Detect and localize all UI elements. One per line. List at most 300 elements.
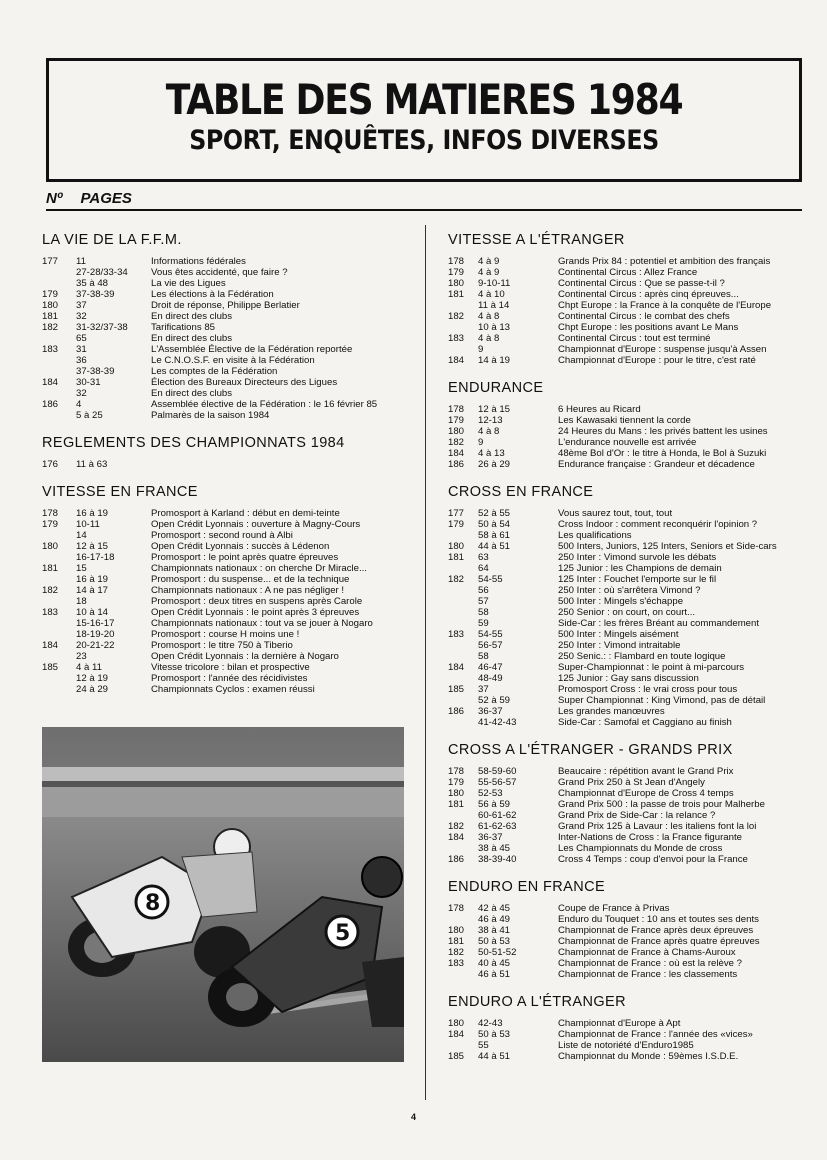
section-heading: REGLEMENTS DES CHAMPIONNATS 1984 (42, 435, 345, 451)
issue-number: 179 (448, 777, 465, 788)
page-range: 55 (478, 1040, 489, 1051)
article-title (151, 459, 412, 470)
issue-number: 178 (448, 256, 465, 267)
article-title: 48ème Bol d'Or : le titre à Honda, le Bol à Suzuki (558, 448, 767, 459)
issue-number: 186 (448, 706, 465, 717)
article-title: Droit de réponse, Philippe Berlatier (151, 300, 300, 311)
section (448, 380, 813, 470)
page-range: 56 à 59 (478, 799, 511, 810)
page-range: 44 à 51 (478, 541, 511, 552)
bike-number-8: 8 (145, 891, 161, 916)
issue-number: 180 (448, 788, 465, 799)
issue-number: 184 (448, 832, 465, 843)
article-title: Promosport Cross : le vrai cross pour tous (558, 684, 738, 695)
toc-entry (42, 366, 412, 377)
article-title: Side-Car : Samofal et Caggiano au finish (558, 717, 732, 728)
article-title: Super Championnat : King Vimond, pas de détail (558, 695, 766, 706)
issue-number: 183 (42, 607, 59, 618)
article-title: Grand Prix 125 à Lavaur : les italiens font la loi (558, 821, 757, 832)
issue-number (42, 333, 76, 344)
toc-entry (42, 333, 412, 344)
issue-number: 182 (42, 585, 59, 596)
article-title: Championnat de France après quatre épreuves (558, 936, 760, 947)
toc-entry (42, 355, 412, 366)
toc-entry (42, 607, 412, 618)
page-range: 4 à 11 (76, 662, 102, 673)
page-range: 36-37 (478, 832, 503, 843)
header-rule (46, 209, 802, 211)
issue-number (448, 585, 478, 596)
issue-number: 178 (42, 508, 59, 519)
toc-entry (42, 278, 412, 289)
toc-entry (42, 267, 412, 278)
issue-number: 183 (448, 333, 465, 344)
article-title: Chpt Europe : les positions avant Le Mans (558, 322, 739, 333)
page-range: 31-32/37-38 (76, 322, 128, 333)
issue-number (448, 300, 478, 311)
issue-number: 181 (448, 936, 465, 947)
article-title: En direct des clubs (151, 311, 233, 322)
issue-number: 180 (448, 925, 465, 936)
article-title: Championnats Cyclos : examen réussi (151, 684, 315, 695)
issue-number (42, 552, 76, 563)
toc-entry (448, 530, 813, 541)
page-range: 12 à 19 (76, 673, 109, 684)
page-range: 58 à 61 (478, 530, 511, 541)
issue-number (42, 596, 76, 607)
issue-number (42, 651, 76, 662)
page-range: 59 (478, 618, 489, 629)
article-title: Side-Car : les frères Bréant au commandement (558, 618, 760, 629)
page-range: 37 (478, 684, 489, 695)
issue-number (448, 969, 478, 980)
toc-entry (448, 936, 813, 947)
toc-entry (448, 777, 813, 788)
section (448, 994, 813, 1062)
page-range: 18-19-20 (76, 629, 115, 640)
issue-number: 183 (448, 958, 465, 969)
section (42, 232, 412, 421)
toc-entry (448, 300, 813, 311)
page-range: 38 à 45 (478, 843, 511, 854)
article-title: Les grandes manœuvres (558, 706, 665, 717)
issue-number (448, 563, 478, 574)
section-heading: LA VIE DE LA F.F.M. (42, 232, 182, 248)
page-range: 41-42-43 (478, 717, 517, 728)
page-range: 56-57 (478, 640, 503, 651)
article-title: Endurance française : Grandeur et décadence (558, 459, 755, 470)
article-title: 125 Inter : Fouchet l'emporte sur le fil (558, 574, 717, 585)
article-title: Continental Circus : après cinq épreuves... (558, 289, 739, 300)
article-title: Grand Prix 500 : la passe de trois pour Malherbe (558, 799, 765, 810)
page-range: 10-11 (76, 519, 100, 530)
article-title: Championnat de France : où est la relève ? (558, 958, 742, 969)
article-title: Continental Circus : tout est terminé (558, 333, 711, 344)
issue-number (448, 530, 478, 541)
toc-entry (448, 322, 813, 333)
toc-entry (42, 651, 412, 662)
section (42, 484, 412, 695)
issue-number: 179 (448, 519, 465, 530)
issue-number: 181 (42, 563, 59, 574)
article-title: La vie des Ligues (151, 278, 226, 289)
article-title: Championnat du Monde : 59èmes I.S.D.E. (558, 1051, 739, 1062)
article-title: Open Crédit Lyonnais : le point après 3 épreuves (151, 607, 360, 618)
article-title: Championnat de France : l'année des «vices» (558, 1029, 753, 1040)
issue-number: 184 (42, 377, 59, 388)
issue-number: 181 (448, 289, 465, 300)
article-title: 24 Heures du Mans : les privés battent les usines (558, 426, 768, 437)
page-range: 37-38-39 (76, 366, 115, 377)
page-subtitle: SPORT, ENQUÊTES, INFOS DIVERSES (189, 125, 659, 156)
toc-entry (42, 519, 412, 530)
page-range: 4 à 9 (478, 267, 500, 278)
section (448, 232, 813, 366)
page-range: 42-43 (478, 1018, 503, 1029)
issue-number (42, 278, 76, 289)
issue-number (42, 629, 76, 640)
page-range: 60-61-62 (478, 810, 517, 821)
toc-entry (42, 459, 412, 470)
toc-entry (42, 662, 412, 673)
page-range: 14 à 17 (76, 585, 109, 596)
page-range: 65 (76, 333, 87, 344)
article-title: Vous êtes accidenté, que faire ? (151, 267, 288, 278)
issue-number (42, 388, 76, 399)
article-title: Grand Prix de Side-Car : la relance ? (558, 810, 716, 821)
issue-number (42, 410, 76, 421)
toc-entry (448, 607, 813, 618)
article-title: Élection des Bureaux Directeurs des Ligues (151, 377, 338, 388)
issue-number: 182 (448, 821, 465, 832)
page-range: 61-62-63 (478, 821, 517, 832)
page-range: 12-13 (478, 415, 503, 426)
column-header (46, 190, 146, 207)
section-heading: ENDURO EN FRANCE (448, 879, 606, 895)
page-range: 23 (76, 651, 87, 662)
article-title: Super-Championnat : le point à mi-parcours (558, 662, 745, 673)
toc-entry (42, 311, 412, 322)
article-title: 250 Senic.: : Flambard en toute logique (558, 651, 726, 662)
issue-number: 179 (448, 415, 465, 426)
article-title: Vous saurez tout, tout, tout (558, 508, 673, 519)
article-title: Cross 4 Temps : coup d'envoi pour la France (558, 854, 748, 865)
toc-entry (448, 1040, 813, 1051)
toc-entry (42, 541, 412, 552)
page-range: 14 à 19 (478, 355, 511, 366)
article-title: 250 Senior : on court, on court... (558, 607, 696, 618)
article-title: Open Crédit Lyonnais : la dernière à Nogaro (151, 651, 339, 662)
toc-entry (448, 344, 813, 355)
title-box (46, 58, 802, 182)
article-title: Tarifications 85 (151, 322, 215, 333)
issue-number: 182 (448, 947, 465, 958)
issue-number: 179 (42, 519, 59, 530)
page-range: 50-51-52 (478, 947, 517, 958)
page-range: 16-17-18 (76, 552, 115, 563)
page-range: 64 (478, 563, 489, 574)
article-title: En direct des clubs (151, 388, 233, 399)
toc-entry (42, 673, 412, 684)
toc-entry (448, 810, 813, 821)
article-title: 6 Heures au Ricard (558, 404, 641, 415)
toc-entry (448, 947, 813, 958)
issue-number (448, 344, 478, 355)
toc-entry (448, 404, 813, 415)
toc-entry (448, 673, 813, 684)
section-heading: CROSS A L'ÉTRANGER - GRANDS PRIX (448, 742, 733, 758)
issue-number (448, 717, 478, 728)
toc-entry (448, 925, 813, 936)
toc-entry (448, 426, 813, 437)
toc-entry (448, 333, 813, 344)
page-range: 11 à 63 (76, 459, 108, 470)
toc-entry (448, 1029, 813, 1040)
toc-entry (448, 585, 813, 596)
issue-number: 177 (42, 256, 59, 267)
issue-number: 178 (448, 404, 465, 415)
article-title: L'Assemblée Élective de la Fédération reportée (151, 344, 353, 355)
issue-number: 181 (448, 552, 465, 563)
page-range: 40 à 45 (478, 958, 511, 969)
section-heading: ENDURO A L'ÉTRANGER (448, 994, 626, 1010)
toc-entry (448, 448, 813, 459)
article-title: 250 Inter : Vimond survole les débats (558, 552, 717, 563)
issue-number: 176 (42, 459, 59, 470)
toc-entry (448, 717, 813, 728)
toc-entry (448, 903, 813, 914)
toc-entry (42, 388, 412, 399)
section (42, 435, 412, 470)
section (448, 879, 813, 980)
page-range: 58-59-60 (478, 766, 517, 777)
toc-entry (448, 256, 813, 267)
page-range: 4 à 13 (478, 448, 505, 459)
issue-number: 184 (448, 448, 465, 459)
page-range: 32 (76, 311, 87, 322)
page-range: 4 à 9 (478, 256, 500, 267)
issue-number (448, 607, 478, 618)
toc-entry (448, 1018, 813, 1029)
page-range: 50 à 54 (478, 519, 511, 530)
toc-entry (448, 958, 813, 969)
toc-entry (448, 278, 813, 289)
toc-entry (42, 300, 412, 311)
toc-entry (448, 695, 813, 706)
article-title: Promosport : second round à Albi (151, 530, 293, 541)
toc-entry (42, 684, 412, 695)
issue-number: 183 (42, 344, 59, 355)
toc-entry (448, 508, 813, 519)
column-divider (425, 225, 426, 1100)
toc-entry (42, 574, 412, 585)
issue-number (448, 810, 478, 821)
article-title: Championnat de France à Chams-Auroux (558, 947, 736, 958)
page-range: 11 (76, 256, 86, 267)
article-title: Championnats nationaux : on cherche Dr Miracle... (151, 563, 367, 574)
article-title: Championnat d'Europe à Apt (558, 1018, 681, 1029)
toc-entry (448, 437, 813, 448)
page-range: 18 (76, 596, 87, 607)
article-title: En direct des clubs (151, 333, 233, 344)
section-heading: CROSS EN FRANCE (448, 484, 594, 500)
issue-number: 178 (448, 766, 465, 777)
issue-number: 178 (448, 903, 465, 914)
toc-entry (448, 574, 813, 585)
issue-number (448, 618, 478, 629)
article-title: Palmarès de la saison 1984 (151, 410, 270, 421)
toc-entry (448, 821, 813, 832)
issue-number (448, 322, 478, 333)
issue-number: 185 (448, 684, 465, 695)
page-range: 31 (76, 344, 87, 355)
article-title: Continental Circus : Allez France (558, 267, 698, 278)
article-title: Promosport : le point après quatre épreuves (151, 552, 339, 563)
article-title: Chpt Europe : la France à la conquête de l'Europe (558, 300, 772, 311)
article-title: Le C.N.O.S.F. en visite à la Fédération (151, 355, 315, 366)
toc-entry (448, 552, 813, 563)
toc-entry (42, 552, 412, 563)
page-range: 57 (478, 596, 489, 607)
page-range: 38-39-40 (478, 854, 517, 865)
article-title: 500 Inter : Mingels s'échappe (558, 596, 684, 607)
issue-number: 182 (448, 437, 465, 448)
page-range: 37 (76, 300, 87, 311)
issue-number: 184 (42, 640, 59, 651)
section (448, 484, 813, 728)
toc-entry (42, 410, 412, 421)
page-range: 46 à 51 (478, 969, 511, 980)
page-range: 4 à 8 (478, 311, 500, 322)
issue-number: 185 (448, 1051, 465, 1062)
issue-number (42, 673, 76, 684)
article-title: 125 Junior : Gay sans discussion (558, 673, 699, 684)
page-range: 15-16-17 (76, 618, 115, 629)
page-range: 58 (478, 607, 489, 618)
toc-entry (448, 519, 813, 530)
page-range: 35 à 48 (76, 278, 109, 289)
column-header-pages: PAGES (80, 190, 132, 207)
page-range: 24 à 29 (76, 684, 109, 695)
page-range: 36 (76, 355, 87, 366)
article-title: Championnat de France : les classements (558, 969, 738, 980)
page-range: 4 à 10 (478, 289, 505, 300)
issue-number (448, 695, 478, 706)
toc-entry (448, 618, 813, 629)
issue-number: 181 (448, 799, 465, 810)
article-title: Grand Prix 250 à St Jean d'Angely (558, 777, 705, 788)
toc-entry (42, 530, 412, 541)
page-range: 9 (478, 437, 484, 448)
page-range: 16 à 19 (76, 574, 109, 585)
toc-entry (448, 788, 813, 799)
issue-number: 180 (448, 278, 465, 289)
toc-entry (448, 629, 813, 640)
page-range: 20-21-22 (76, 640, 115, 651)
section-heading: ENDURANCE (448, 380, 544, 396)
page-range: 14 (76, 530, 87, 541)
toc-entry (448, 766, 813, 777)
page-range: 52 à 59 (478, 695, 511, 706)
issue-number: 179 (448, 267, 465, 278)
page-range: 9-10-11 (478, 278, 511, 289)
article-title: L'endurance nouvelle est arrivée (558, 437, 697, 448)
page-range: 26 à 29 (478, 459, 511, 470)
issue-number (448, 673, 478, 684)
toc-entry (448, 415, 813, 426)
article-title: Championnat d'Europe : suspense jusqu'à Assen (558, 344, 767, 355)
toc-entry (448, 799, 813, 810)
issue-number: 184 (448, 355, 465, 366)
article-title: Championnat d'Europe : pour le titre, c'est raté (558, 355, 756, 366)
article-title: Championnat d'Europe de Cross 4 temps (558, 788, 734, 799)
issue-number: 182 (448, 311, 465, 322)
issue-number (42, 267, 76, 278)
toc-entry (448, 640, 813, 651)
page-range: 52 à 55 (478, 508, 511, 519)
issue-number: 181 (42, 311, 59, 322)
article-title: 250 Inter : Vimond intraitable (558, 640, 681, 651)
issue-number (42, 530, 76, 541)
article-title: Coupe de France à Privas (558, 903, 670, 914)
page-range: 46-47 (478, 662, 503, 673)
page-range: 16 à 19 (76, 508, 109, 519)
issue-number: 185 (42, 662, 59, 673)
toc-entry (42, 629, 412, 640)
toc-entry (42, 640, 412, 651)
page-range: 4 à 8 (478, 333, 500, 344)
motorcycle-race-photo (42, 727, 404, 1062)
issue-number: 182 (42, 322, 59, 333)
page-range: 44 à 51 (478, 1051, 511, 1062)
article-title: Continental Circus : Que se passe-t-il ? (558, 278, 725, 289)
toc-entry (448, 355, 813, 366)
issue-number (448, 596, 478, 607)
issue-number: 182 (448, 574, 465, 585)
article-title: Assemblée élective de la Fédération : le 16 février 85 (151, 399, 378, 410)
toc-entry (448, 662, 813, 673)
toc-entry (42, 289, 412, 300)
article-title: Les qualifications (558, 530, 632, 541)
page-range: 50 à 53 (478, 936, 511, 947)
page-title: TABLE DES MATIERES 1984 (165, 75, 683, 124)
page-range: 10 à 13 (478, 322, 511, 333)
right-column (448, 232, 813, 1076)
page-range: 48-49 (478, 673, 503, 684)
article-title: Les comptes de la Fédération (151, 366, 278, 377)
toc-entry (42, 508, 412, 519)
article-title: Promosport : course H moins une ! (151, 629, 300, 640)
article-title: Promosport : le titre 750 à Tiberio (151, 640, 293, 651)
article-title: Championnat de France après deux épreuves (558, 925, 754, 936)
article-title: Enduro du Touquet : 10 ans et toutes ses dents (558, 914, 759, 925)
article-title: Open Crédit Lyonnais : succès à Lédenon (151, 541, 330, 552)
column-header-no: Nº (46, 190, 63, 207)
page-range: 56 (478, 585, 489, 596)
toc-entry (448, 832, 813, 843)
issue-number: 183 (448, 629, 465, 640)
article-title: 500 Inters, Juniors, 125 Inters, Seniors et Side-cars (558, 541, 777, 552)
page-range: 38 à 41 (478, 925, 511, 936)
page-range: 15 (76, 563, 87, 574)
toc-entry (42, 596, 412, 607)
page-range: 54-55 (478, 629, 503, 640)
article-title: Championnats nationaux : A ne pas négliger ! (151, 585, 345, 596)
article-title: Inter-Nations de Cross : la France figurante (558, 832, 742, 843)
bike-number-5: 5 (335, 921, 351, 946)
page-number: 4 (410, 1112, 416, 1122)
article-title: Promosport : du suspense... et de la technique (151, 574, 350, 585)
